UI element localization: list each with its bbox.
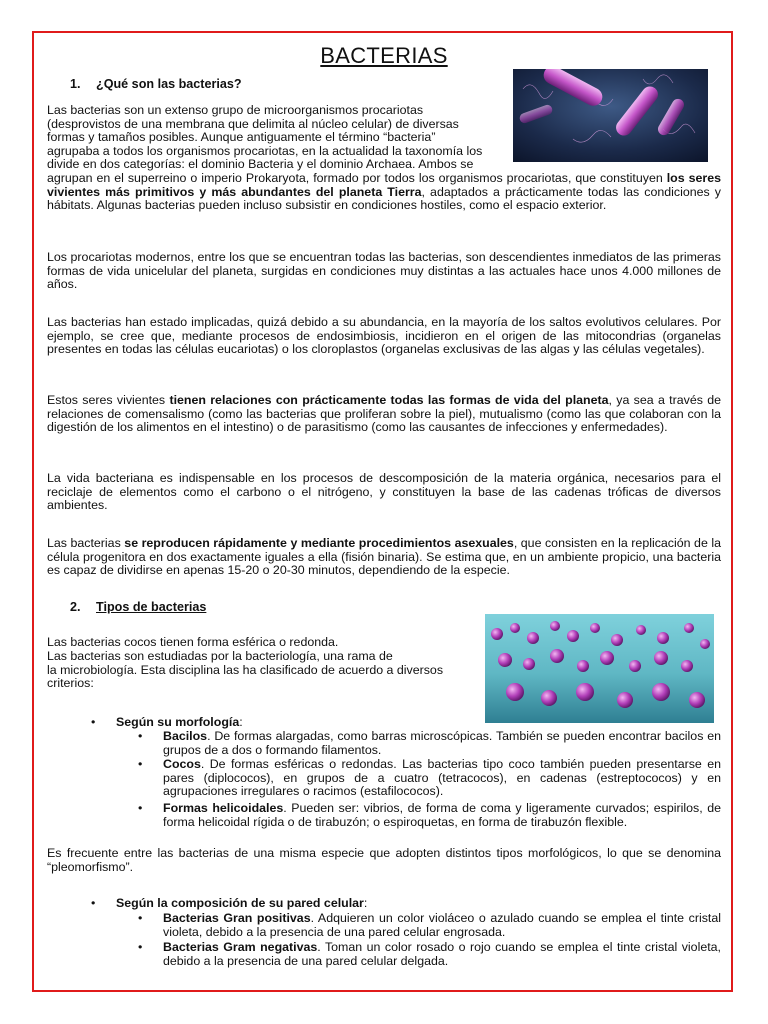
list-item-gram-negativas: • Bacterias Gram negativas. Toman un color rosado o rojo cuando se emplea el tinte cristal violeta, debido a la presencia de una pared celular delgada. [138, 940, 721, 968]
section-2-heading: 2. Tipos de bacterias [70, 600, 207, 614]
bullet-icon: • [138, 911, 143, 925]
paragraph-relaciones: Estos seres vivientes tienen relaciones con prácticamente todas las formas de vida del planeta, ya sea a través de relaciones de comensalismo (como las bacterias que proliferan sobre la piel), mutualismo (como las que colaboran con la digestión de los alimentos en el intestino) o de parasitismo (como las causantes de infecciones y enfermedades). [47, 393, 721, 435]
section-2-intro-line: Las bacterias cocos tienen forma esférica o redonda. [47, 635, 339, 649]
paragraph-descomposicion: La vida bacteriana es indispensable en los procesos de descomposición de la materia orgánica, necesarios para el reciclaje de elementos como el carbono o el nitrógeno, y constituyen la base de las cadenas tróficas de diversos ambientes. [47, 471, 721, 513]
bullet-icon: • [91, 896, 96, 910]
section-1-intro: Las bacterias son un extenso grupo de microorganismos procariotas (desprovistos de una membrana que delimita al núcleo celular) de diversas formas y tamaños posibles. Aunque antiguamente el término “bacteria” agrupaba a todos los organismos procariotas, en la actualidad la taxonomía los divide en dos categorías: el dominio Bacteria y el dominio Archaea. Ambos se [47, 103, 483, 172]
paragraph-evolucion: Las bacterias han estado implicadas, quizá debido a su abundancia, en la mayoría de los saltos evolutivos celulares. Por ejemplo, se cree que, mediante procesos de endosimbiosis, incidieron en el origen de las mitocondrias (organelas presentes en todas las células eucariotas) o los cloroplastos (organelas exclusivas de las algas y las células vegetales). [47, 315, 721, 357]
bullet-icon: • [138, 801, 143, 815]
bullet-icon: • [138, 757, 143, 771]
list-item-bacilos: • Bacilos. De formas alargadas, como barras microscópicas. También se pueden encontrar bacilos en grupos de a dos o formando filamentos. [138, 729, 721, 757]
bullet-icon: • [138, 940, 143, 954]
list-item-morfologia: • Según su morfología: [91, 715, 243, 729]
cocci-image [485, 614, 714, 723]
list-item-gram-positivas: • Bacterias Gran positivas. Adquieren un color violáceo o azulado cuando se emplea el tinte cristal violeta, debido a la presencia de una pared celular engrosada. [138, 911, 722, 939]
list-item-cocos: • Cocos. De formas esféricas o redondas. Las bacterias tipo coco también pueden presentarse en pares (diplococos), en grupos de a cuatro (tetracocos), en cadenas (estreptococos) y en agrupaciones irregulares o racimos (estafilococos). [138, 757, 721, 799]
section-2-intro: Las bacterias son estudiadas por la bacteriología, una rama de la microbiología. Esta disciplina las ha clasificado de acuerdo a diversos criterios: [47, 649, 444, 691]
section-1-intro-continued: agrupan en el superreino o imperio Prokaryota, formado por todos los organismos procariotas, que constituyen los seres vivientes más primitivos y más abundantes del planeta Tierra, adaptados a prácticamente todas las condiciones y hábitats. Algunas bacterias pueden incluso subsistir en condiciones hostiles, como el espacio exterior. [47, 171, 722, 213]
paragraph-pleomorfismo: Es frecuente entre las bacterias de una misma especie que adopten distintos tipos morfológicos, lo que se denomina “pleomorfismo”. [47, 846, 721, 874]
bullet-icon: • [138, 729, 143, 743]
list-item-pared-celular: • Según la composición de su pared celular: [91, 896, 368, 910]
page-title: BACTERIAS [320, 43, 448, 68]
section-1-heading: 1. ¿Qué son las bacterias? [70, 77, 242, 91]
bacilli-image [513, 69, 708, 162]
paragraph-reproduccion: Las bacterias se reproducen rápidamente y mediante procedimientos asexuales, que consisten en la replicación de la célula progenitora en dos exactamente iguales a ella (fisión binaria). Se estima que, en un ambiente propicio, una bacteria es capaz de dividirse en apenas 15-20 o 20-30 minutos, dependiendo de la especie. [47, 536, 721, 578]
paragraph-procariotas: Los procariotas modernos, entre los que se encuentran todas las bacterias, son descendientes inmediatos de las primeras formas de vida unicelular del planeta, surgidas en condiciones muy distintas a las actuales hace unos 4.000 millones de años. [47, 250, 721, 292]
bullet-icon: • [91, 715, 96, 729]
list-item-helicoidales: • Formas helicoidales. Pueden ser: vibrios, de forma de coma y ligeramente curvados; espirilos, de forma helicoidal rígida o de tirabuzón; o espiroquetas, en forma de tirabuzón flexible. [138, 801, 721, 829]
